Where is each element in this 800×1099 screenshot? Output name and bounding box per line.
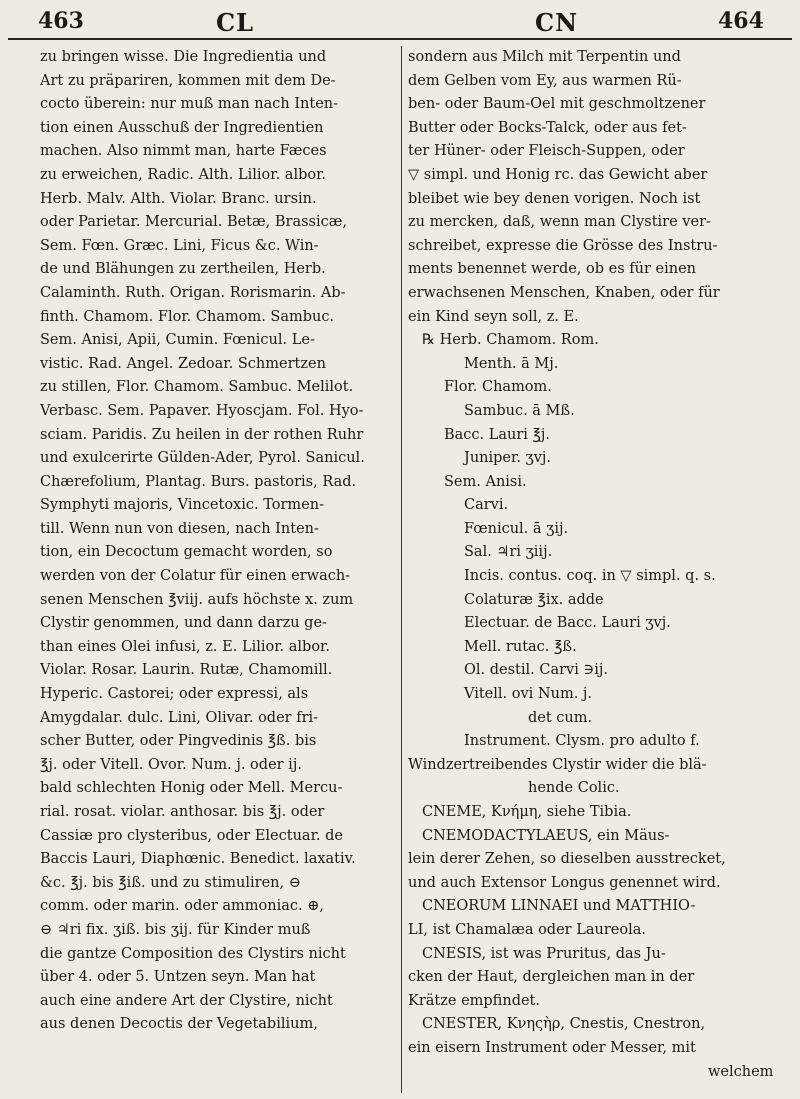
text-line: Baccis Lauri, Diaphœnic. Benedict. laxativ. bbox=[40, 851, 356, 868]
text-line: CNESIS, ist was Pruritus, das Ju- bbox=[422, 945, 666, 962]
text-line: finth. Chamom. Flor. Chamom. Sambuc. bbox=[40, 308, 335, 325]
text-line: Mell. rutac. ℥ß. bbox=[464, 638, 577, 655]
text-line: tion einen Ausschuß der Ingredientien bbox=[40, 119, 324, 136]
text-line: Art zu präpariren, kommen mit dem De- bbox=[40, 72, 336, 89]
text-line: de und Blähungen zu zertheilen, Herb. bbox=[40, 261, 326, 278]
text-line: dem Gelben vom Ey, aus warmen Rü- bbox=[408, 72, 682, 89]
text-line: scher Butter, oder Pingvedinis ℥ß. bis bbox=[40, 733, 317, 750]
text-line: Chærefolium, Plantag. Burs. pastoris, Rad. bbox=[40, 473, 357, 490]
text-line: Hyperic. Castorei; oder expressi, als bbox=[40, 686, 309, 703]
text-line: Flor. Chamom. bbox=[444, 379, 552, 396]
text-line: welchem bbox=[708, 1063, 774, 1080]
text-line: Sem. Anisi. bbox=[444, 473, 527, 490]
text-line: schreibet, expresse die Grösse des Instru- bbox=[408, 237, 718, 254]
text-line: Calaminth. Ruth. Origan. Rorismarin. Ab- bbox=[40, 284, 346, 301]
right-column bbox=[408, 46, 778, 1095]
text-line: zu stillen, Flor. Chamom. Sambuc. Melilot. bbox=[40, 379, 354, 396]
text-line: die gantze Composition des Clystirs nicht bbox=[40, 945, 346, 962]
text-line: Menth. ā Mj. bbox=[464, 355, 559, 372]
text-line: werden von der Colatur für einen erwach- bbox=[40, 568, 351, 585]
text-line: bald schlechten Honig oder Mell. Mercu- bbox=[40, 780, 343, 797]
text-line: zu bringen wisse. Die Ingredientia und bbox=[40, 49, 327, 65]
text-line: Sambuc. ā Mß. bbox=[464, 402, 575, 419]
text-line: cocto überein: nur muß man nach Inten- bbox=[40, 96, 339, 113]
text-line: ein eisern Instrument oder Messer, mit bbox=[408, 1039, 696, 1056]
text-line: cken der Haut, dergleichen man in der bbox=[408, 969, 695, 986]
text-line: than eines Olei infusi, z. E. Lilior. albor. bbox=[40, 638, 331, 655]
text-line: Instrument. Clysm. pro adulto f. bbox=[464, 733, 700, 750]
text-line: ▽ simpl. und Honig rc. das Gewicht aber bbox=[408, 166, 708, 183]
text-line: Sem. Fœn. Græc. Lini, Ficus &c. Win- bbox=[40, 237, 319, 254]
text-line: Butter oder Bocks-Talck, oder aus fet- bbox=[408, 119, 687, 136]
text-line: sondern aus Milch mit Terpentin und bbox=[408, 49, 681, 65]
page-number-right: 464 bbox=[718, 8, 764, 34]
text-line: Carvi. bbox=[464, 497, 509, 514]
text-line: zu erweichen, Radic. Alth. Lilior. albor. bbox=[40, 166, 327, 183]
text-line: und auch Extensor Longus genennet wird. bbox=[408, 874, 721, 891]
text-line: Incis. contus. coq. in ▽ simpl. q. s. bbox=[464, 568, 716, 585]
text-line: Ol. destil. Carvi ∋ij. bbox=[464, 662, 608, 679]
text-line: sciam. Paridis. Zu heilen in der rothen Ruhr bbox=[40, 426, 364, 443]
text-line: Symphyti majoris, Vincetoxic. Tormen- bbox=[40, 497, 324, 514]
text-line: Vitell. ovi Num. j. bbox=[464, 686, 593, 703]
header-rule bbox=[8, 38, 792, 40]
text-line: ben- oder Baum-Oel mit geschmoltzener bbox=[408, 96, 706, 113]
catchword-right: CN bbox=[535, 8, 579, 37]
text-line: Amygdalar. dulc. Lini, Olivar. oder fri- bbox=[40, 709, 319, 726]
text-line: machen. Also nimmt man, harte Fæces bbox=[40, 143, 327, 160]
text-line: senen Menschen ℥viij. aufs höchste x. zum bbox=[40, 591, 354, 608]
page-number-left: 463 bbox=[38, 8, 84, 34]
text-line: till. Wenn nun von diesen, nach Inten- bbox=[40, 520, 319, 537]
text-line: über 4. oder 5. Untzen seyn. Man hat bbox=[40, 969, 316, 986]
page-header bbox=[0, 0, 800, 42]
text-line: Sal. ♃ri ʒiij. bbox=[464, 544, 553, 561]
text-line: hende Colic. bbox=[528, 780, 620, 797]
text-line: bleibet wie bey denen vorigen. Noch ist bbox=[408, 190, 701, 207]
text-line: CNEMODACTYLAEUS, ein Mäus- bbox=[422, 827, 670, 844]
text-line: Bacc. Lauri ℥j. bbox=[444, 426, 551, 443]
text-line: ein Kind seyn soll, z. E. bbox=[408, 308, 579, 325]
text-line: Herb. Malv. Alth. Violar. Branc. ursin. bbox=[40, 190, 317, 207]
catchword-left: CL bbox=[216, 8, 254, 37]
text-line: Krätze empfindet. bbox=[408, 992, 540, 1009]
text-line: Cassiæ pro clysteribus, oder Electuar. de bbox=[40, 827, 343, 844]
text-line: Juniper. ʒvj. bbox=[464, 450, 552, 467]
text-line: Verbasc. Sem. Papaver. Hyoscjam. Fol. Hyo- bbox=[40, 402, 364, 419]
text-line: lein derer Zehen, so dieselben ausstrecket, bbox=[408, 851, 726, 868]
column-divider bbox=[401, 46, 402, 1093]
text-line: LI, ist Chamalæa oder Laureola. bbox=[408, 921, 646, 938]
text-line: Violar. Rosar. Laurin. Rutæ, Chamomill. bbox=[40, 662, 333, 679]
text-line: auch eine andere Art der Clystire, nicht bbox=[40, 992, 333, 1009]
text-line: ments benennet werde, ob es für einen bbox=[408, 261, 697, 278]
text-line: erwachsenen Menschen, Knaben, oder für bbox=[408, 284, 720, 301]
text-line: &c. ℥j. bis ℥iß. und zu stimuliren, ⊖ bbox=[40, 874, 301, 891]
text-line: aus denen Decoctis der Vegetabilium, bbox=[40, 1016, 318, 1033]
text-line: zu mercken, daß, wenn man Clystire ver- bbox=[408, 214, 711, 231]
text-line: ℞ Herb. Chamom. Rom. bbox=[422, 332, 599, 349]
text-line: CNEORUM LINNAEI und MATTHIO- bbox=[422, 898, 696, 915]
text-line: Electuar. de Bacc. Lauri ʒvj. bbox=[464, 615, 671, 632]
text-line: ter Hüner- oder Fleisch-Suppen, oder bbox=[408, 143, 685, 160]
text-line: Clystir genommen, und dann darzu ge- bbox=[40, 615, 327, 632]
text-line: ℥j. oder Vitell. Ovor. Num. j. oder ij. bbox=[40, 756, 302, 773]
text-line: tion, ein Decoctum gemacht worden, so bbox=[40, 544, 333, 561]
text-line: vistic. Rad. Angel. Zedoar. Schmertzen bbox=[40, 355, 326, 372]
left-column bbox=[40, 46, 398, 1095]
text-line: Colaturæ ℥ix. adde bbox=[464, 591, 604, 608]
text-line: comm. oder marin. oder ammoniac. ⊕, bbox=[40, 898, 324, 915]
text-line: CNESTER, Κνηςὴρ, Cnestis, Cnestron, bbox=[422, 1016, 706, 1033]
text-line: und exulcerirte Gülden-Ader, Pyrol. Sanicul. bbox=[40, 450, 365, 467]
text-line: Sem. Anisi, Apii, Cumin. Fœnicul. Le- bbox=[40, 332, 315, 349]
text-line: ⊖ ♃ri fix. ʒiß. bis ʒij. für Kinder muß bbox=[40, 921, 311, 938]
text-line: rial. rosat. violar. anthosar. bis ℥j. oder bbox=[40, 804, 325, 820]
text-line: Fœnicul. ā ʒij. bbox=[464, 520, 569, 537]
text-line: CNEME, Κνήμη, siehe Tibia. bbox=[422, 804, 632, 820]
text-line: oder Parietar. Mercurial. Betæ, Brassicæ, bbox=[40, 214, 347, 231]
text-line: det cum. bbox=[528, 709, 593, 726]
text-line: Windzertreibendes Clystir wider die blä- bbox=[408, 756, 707, 773]
